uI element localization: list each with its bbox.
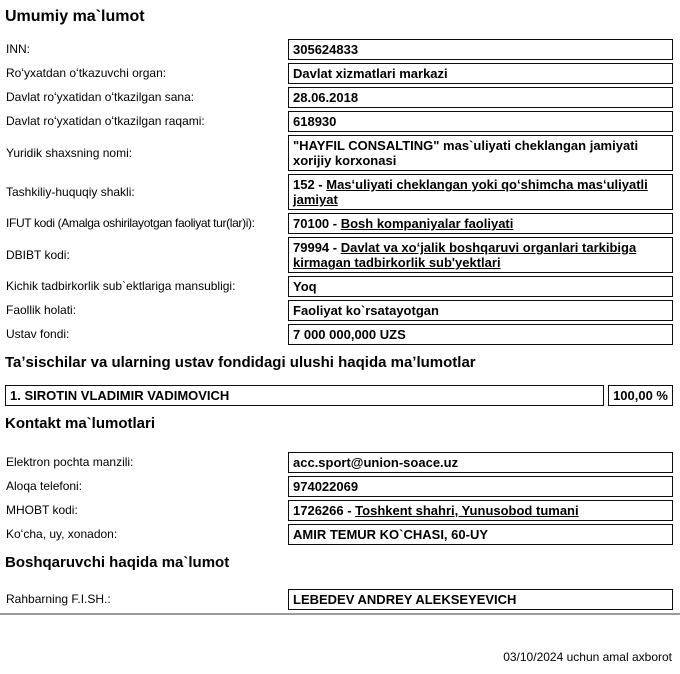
founder-name-text: 1. SIROTIN VLADIMIR VADIMOVICH <box>10 388 230 403</box>
registering-authority-value <box>288 63 673 84</box>
row-charter-fund <box>5 324 673 345</box>
email-value-text: acc.sport@union-soace.uz <box>293 455 459 470</box>
mhobt-code-label: MHOBT kodi: <box>6 503 78 517</box>
manager-section-title: Boshqaruvchi haqida ma`lumot <box>5 554 230 571</box>
founder-share <box>608 385 673 406</box>
inn-label: INN: <box>6 42 30 56</box>
row-activity-status <box>5 300 673 321</box>
registration-date-label: Davlat roʻyxatidan oʻtkazilgan sana: <box>6 90 195 104</box>
row-small-business <box>5 276 673 297</box>
legal-entity-name-label: Yuridik shaxsning nomi: <box>6 145 133 160</box>
registering-authority-label: Roʻyxatdan oʻtkazuvchi organ: <box>6 66 167 80</box>
row-legal-form <box>5 174 673 210</box>
row-ifut-code <box>5 213 673 234</box>
founder-row <box>5 385 673 406</box>
address-value-text: AMIR TEMUR KO`CHASI, 60-UY <box>293 527 489 542</box>
legal-form-value <box>288 174 673 210</box>
ifut-code-value <box>288 213 673 234</box>
contact-rows <box>5 452 673 545</box>
row-dbibt-code <box>5 237 673 273</box>
legal-form-label: Tashkiliy-huquqiy shakli: <box>6 184 135 199</box>
charter-fund-value <box>288 324 673 345</box>
ifut-code-label: IFUT kodi (Amalga oshirilayotgan faoliyat tur(lar)i): <box>6 216 255 230</box>
row-registration-number <box>5 111 673 132</box>
legal-entity-name-value-text: "HAYFIL CONSALTING" mas`uliyati cheklangan jamiyati xorijiy korxonasi <box>293 138 639 168</box>
small-business-value-text: Yoq <box>293 279 317 294</box>
ifut-code: 70100 - <box>293 216 341 231</box>
row-mhobt-code <box>5 500 673 521</box>
registration-date-value <box>288 87 673 108</box>
registration-date-value-text: 28.06.2018 <box>293 90 359 105</box>
registration-number-label: Davlat roʻyxatidan oʻtkazilgan raqami: <box>6 114 205 128</box>
dbibt-link[interactable]: Davlat va xoʻjalik boshqaruvi organlari tarkibiga kirmagan tadbirkorlik sub'yektlari <box>293 240 637 270</box>
charter-fund-value-text: 7 000 000,000 UZS <box>293 327 406 342</box>
row-registering-authority <box>5 63 673 84</box>
activity-status-label: Faollik holati: <box>6 303 77 317</box>
phone-value <box>288 476 673 497</box>
report-date-note: 03/10/2024 uchun amal axborot <box>503 650 672 664</box>
dbibt-code-value <box>288 237 673 273</box>
row-registration-date <box>5 87 673 108</box>
row-phone <box>5 476 673 497</box>
legal-entity-name-value <box>288 135 673 171</box>
founders-section-title: Taʼsischilar va ularning ustav fondidagi ulushi haqida maʼlumotlar <box>5 354 476 371</box>
director-name-label: Rahbarning F.I.SH.: <box>6 592 111 606</box>
phone-value-text: 974022069 <box>293 479 359 494</box>
footer-divider <box>0 613 680 615</box>
email-label: Elektron pochta manzili: <box>6 455 134 469</box>
director-name-value-text: LEBEDEV ANDREY ALEKSEYEVICH <box>293 592 517 607</box>
row-email <box>5 452 673 473</box>
manager-rows <box>5 589 673 610</box>
mhobt-link[interactable]: Toshkent shahri, Yunusobod tumani <box>355 503 579 518</box>
legal-form-link[interactable]: Masʻuliyati cheklangan yoki qoʻshimcha masʻuliyatli jamiyat <box>293 177 648 207</box>
inn-value <box>288 39 673 60</box>
dbibt-code-label: DBIBT kodi: <box>6 247 70 262</box>
mhobt-code: 1726266 - <box>293 503 356 518</box>
address-label: Koʻcha, uy, xonadon: <box>6 527 118 541</box>
phone-label: Aloqa telefoni: <box>6 479 83 493</box>
contact-section-title: Kontakt ma`lumotlari <box>5 415 156 432</box>
registration-number-value <box>288 111 673 132</box>
founder-name <box>5 385 604 406</box>
charter-fund-label: Ustav fondi: <box>6 327 70 341</box>
director-name-value <box>288 589 673 610</box>
activity-status-value <box>288 300 673 321</box>
small-business-label: Kichik tadbirkorlik sub`ektlariga mansubligi: <box>6 279 236 293</box>
row-director-name <box>5 589 673 610</box>
general-section-title: Umumiy ma`lumot <box>5 8 145 25</box>
general-rows <box>5 39 673 345</box>
email-value <box>288 452 673 473</box>
dbibt-code: 79994 - <box>293 240 341 255</box>
inn-value-text: 305624833 <box>293 42 359 57</box>
row-address <box>5 524 673 545</box>
founder-share-text: 100,00 % <box>613 388 668 403</box>
legal-form-code: 152 - <box>293 177 327 192</box>
address-value <box>288 524 673 545</box>
mhobt-code-value <box>288 500 673 521</box>
ifut-link[interactable]: Bosh kompaniyalar faoliyati <box>340 216 514 231</box>
activity-status-value-text: Faoliyat ko`rsatayotgan <box>293 303 439 318</box>
registering-authority-value-text: Davlat xizmatlari markazi <box>293 66 448 81</box>
row-inn <box>5 39 673 60</box>
registration-number-value-text: 618930 <box>293 114 337 129</box>
small-business-value <box>288 276 673 297</box>
row-legal-entity-name <box>5 135 673 171</box>
